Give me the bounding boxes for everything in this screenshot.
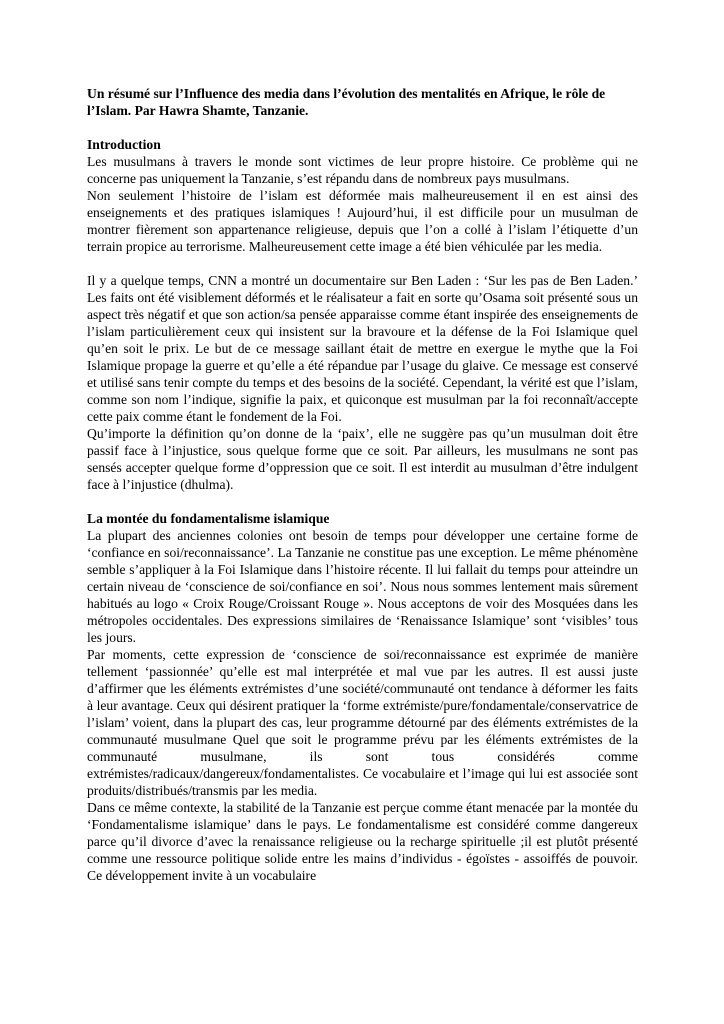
spacer [87, 255, 638, 272]
document-page [87, 85, 638, 884]
document-title: Un résumé sur l’Influence des media dans l’évolution des mentalités en Afrique, le rôle de l’Islam. Par Hawra Shamte, Tanzanie. [87, 86, 606, 118]
paragraph: Il y a quelque temps, CNN a montré un documentaire sur Ben Laden : ‘Sur les pas de Ben Laden.’ Les faits ont été visiblement déformés et le réalisateur a fait en sorte qu’Osama soit présenté sous un aspect très négatif et que son action/sa pensée apparaisse comme étant inspirée des enseignements de l’islam particulièrement ceux qui insistent sur la bravoure et la défense de la Foi Islamique quel qu’en soit le prix. Le but de ce message saillant était de mettre en exergue le mythe que la Foi Islamique propage la guerre et qu’elle a été répandue par l’usage du glaive. Ce message est conservé et utilisé sans tenir compte du temps et des besoins de la société. Cependant, la vérité est que l’islam, comme son nom l’indique, signifie la paix, et quiconque est musulman par la foi reconnaît/accepte cette paix comme étant le fondement de la Foi. [87, 273, 638, 424]
spacer [87, 119, 638, 136]
paragraph: Non seulement l’histoire de l’islam est déformée mais malheureusement il en est ainsi des enseignements et des pratiques islamiques ! Aujourd’hui, il est difficile pour un musulman de montrer fièrement son appartenance religieuse, depuis que l’on a collé à l’islam l’étiquette d’un terrain propice au terrorisme. Malheureusement cette image a été bien véhiculée par les media. [87, 188, 638, 254]
section-heading-fondamentalisme: La montée du fondamentalisme islamique [87, 511, 330, 526]
paragraph: Par moments, cette expression de ‘conscience de soi/reconnaissance est exprimée de manière tellement ‘passionnée’ qu’elle est mal interprétée et mal vue par les autres. Il est aussi juste d’affirmer que les éléments extrémistes d’une société/communauté ont tendance à déformer les faits à leur avantage. Ceux qui désirent pratiquer la ‘forme extrémiste/pure/fondamentale/conservatrice de l’islam’ voient, dans la plupart des cas, leur programme détourné par des éléments extrémistes de la communauté musulmane Quel que soit le programme prévu par les éléments extrémistes de la communauté musulmane, ils sont tous considérés comme extrémistes/radicaux/dangereux/fondamentalistes. Ce vocabulaire et l’image qui lui est associée sont produits/distribués/transmis par les media. [87, 647, 638, 798]
paragraph: Les musulmans à travers le monde sont victimes de leur propre histoire. Ce problème qui ne concerne pas uniquement la Tanzanie, s’est répandu dans de nombreux pays musulmans. [87, 154, 638, 186]
spacer [87, 493, 638, 510]
paragraph: Qu’importe la définition qu’on donne de la ‘paix’, elle ne suggère pas qu’un musulman doit être passif face à l’injustice, sous quelque forme que ce soit. Par ailleurs, les musulmans ne sont pas sensés accepter quelque forme d’oppression que ce soit. Il est interdit au musulman d’être indulgent face à l’injustice (dhulma). [87, 426, 638, 492]
paragraph: Dans ce même contexte, la stabilité de la Tanzanie est perçue comme étant menacée par la montée du ‘Fondamentalisme islamique’ dans le pays. Le fondamentalisme est considéré comme dangereux parce qu’il divorce d’avec la renaissance religieuse ou la recharge spirituelle ;il est plutôt présenté comme une ressource politique solide entre les mains d’individus - égoïstes - assoiffés de pouvoir. Ce développement invite à un vocabulaire [87, 800, 638, 883]
section-heading-introduction: Introduction [87, 137, 161, 152]
paragraph: La plupart des anciennes colonies ont besoin de temps pour développer une certaine forme de ‘confiance en soi/reconnaissance’. La Tanzanie ne constitue pas une exception. Le même phénomène semble s’appliquer à la Foi Islamique dans l’histoire récente. Il lui fallait du temps pour atteindre un certain niveau de ‘conscience de soi/confiance en soi’. Nous nous sommes lentement mais sûrement habitués au logo « Croix Rouge/Croissant Rouge ». Nous acceptons de voir des Mosquées dans les métropoles occidentales. Des expressions similaires de ‘Renaissance Islamique’ sont ‘visibles’ tous les jours. [87, 528, 638, 645]
